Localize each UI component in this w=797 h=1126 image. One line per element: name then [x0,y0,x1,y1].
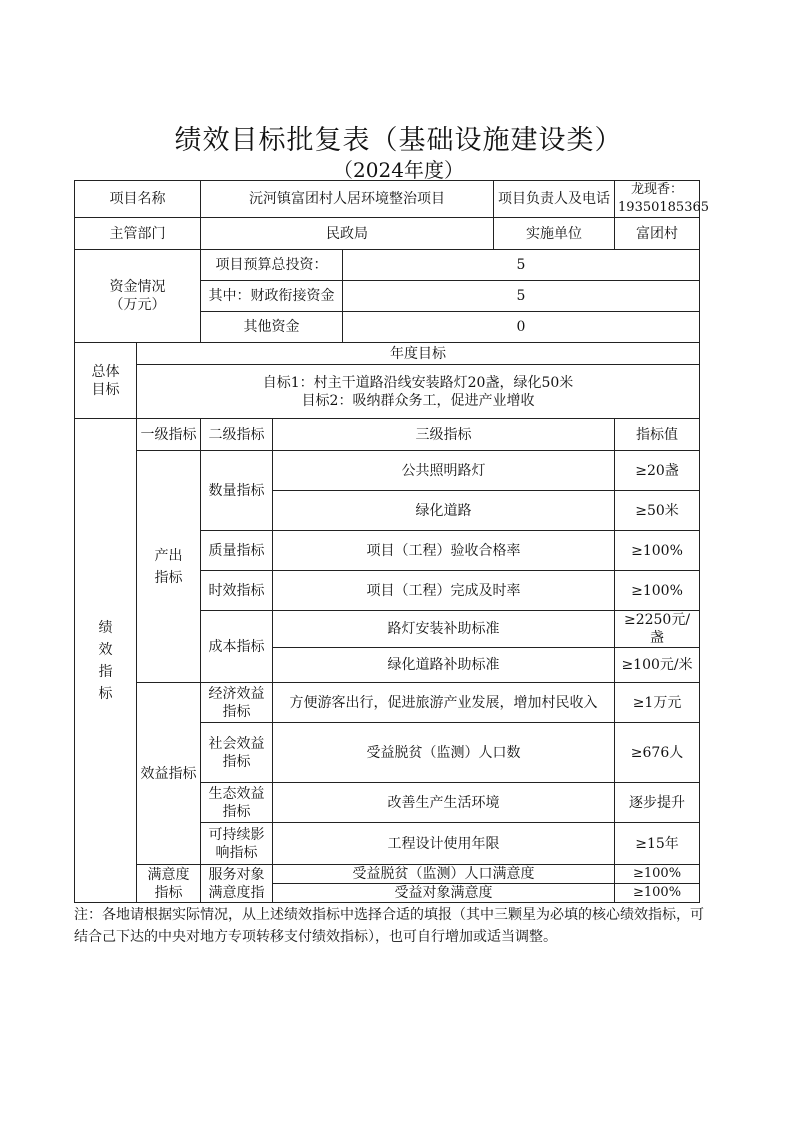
satisfaction-sub-label: 服务对象 满意度指 [201,865,273,903]
satisfaction-label: 满意度 指标 [137,865,201,903]
project-name: 沅河镇富团村人居环境整治项目 [201,181,494,218]
col-level3: 三级指标 [273,419,615,451]
value-satisfaction-poor: ≥100% [615,865,700,884]
benefit-label: 效益指标 [137,683,201,865]
quality-label: 质量指标 [201,531,273,571]
value-greening-cost: ≥100元/米 [615,648,700,683]
output-label: 产出指标 [137,451,201,683]
cost-label: 成本指标 [201,611,273,683]
year-goal-label: 年度目标 [137,343,700,365]
value-timeliness: ≥100% [615,571,700,611]
value-greening: ≥50米 [615,491,700,531]
quantity-label: 数量指标 [201,451,273,531]
value-street-lights: ≥20盏 [615,451,700,491]
indicator-greening: 绿化道路 [273,491,615,531]
leader-value: 龙现香：19350185365 [615,181,700,218]
indicator-quality: 项目（工程）验收合格率 [273,531,615,571]
dept-value: 民政局 [201,218,494,250]
col-level1: 一级指标 [137,419,201,451]
indicator-greening-cost: 绿化道路补助标准 [273,648,615,683]
funds-other: 0 [343,312,700,343]
project-name-label: 项目名称 [75,181,201,218]
overall-label: 总体 目标 [75,343,137,419]
funds-total: 5 [343,250,700,281]
funds-finance: 5 [343,281,700,312]
page-subtitle: （2024年度） [333,158,464,182]
footnote: 注：各地请根据实际情况，从上述绩效指标中选择合适的填报（其中三颗星为必填的核心绩效指标，可结合己下达的中央对地方专项转移支付绩效指标），也可自行增加或适当调整。 [74,907,704,945]
perf-label: 绩效指标 [75,419,137,903]
performance-table [74,180,710,903]
funds-other-label: 其他资金 [201,312,343,343]
funds-total-label: 项目预算总投资： [201,250,343,281]
col-value: 指标值 [615,419,700,451]
indicator-timeliness: 项目（工程）完成及时率 [273,571,615,611]
indicator-econ: 方便游客出行，促进旅游产业发展，增加村民收入 [273,683,615,723]
indicator-street-lights: 公共照明路灯 [273,451,615,491]
indicator-light-cost: 路灯安装补助标准 [273,611,615,648]
funds-label: 资金情况 （万元） [75,250,201,343]
indicator-satisfaction-poor: 受益脱贫（监测）人口满意度 [273,865,615,884]
col-level2: 二级指标 [201,419,273,451]
indicator-satisfaction-beneficiary: 受益对象满意度 [273,884,615,903]
impl-label: 实施单位 [494,218,615,250]
time-label: 时效指标 [201,571,273,611]
leader-label: 项目负责人及电话 [494,181,615,218]
indicator-eco: 改善生产生活环境 [273,783,615,823]
overall-goal-text: 自标1：村主干道路沿线安装路灯20盏，绿化50米 目标2：吸纳群众务工，促进产业增收 [137,365,700,419]
indicator-social: 受益脱贫（监测）人口数 [273,723,615,783]
page-title: 绩效目标批复表（基础设施建设类） [174,125,623,156]
impl-value: 富团村 [615,218,700,250]
value-sustain: ≥15年 [615,823,700,865]
social-label: 社会效益 指标 [201,723,273,783]
value-satisfaction-beneficiary: ≥100% [615,884,700,903]
value-social: ≥676人 [615,723,700,783]
sustain-label: 可持续影 响指标 [201,823,273,865]
eco-label: 生态效益 指标 [201,783,273,823]
value-econ: ≥1万元 [615,683,700,723]
value-light-cost: ≥2250元/盏 [615,611,700,648]
indicator-sustain: 工程设计使用年限 [273,823,615,865]
dept-label: 主管部门 [75,218,201,250]
funds-finance-label: 其中：财政衔接资金 [201,281,343,312]
value-eco: 逐步提升 [615,783,700,823]
value-quality: ≥100% [615,531,700,571]
econ-label: 经济效益 指标 [201,683,273,723]
